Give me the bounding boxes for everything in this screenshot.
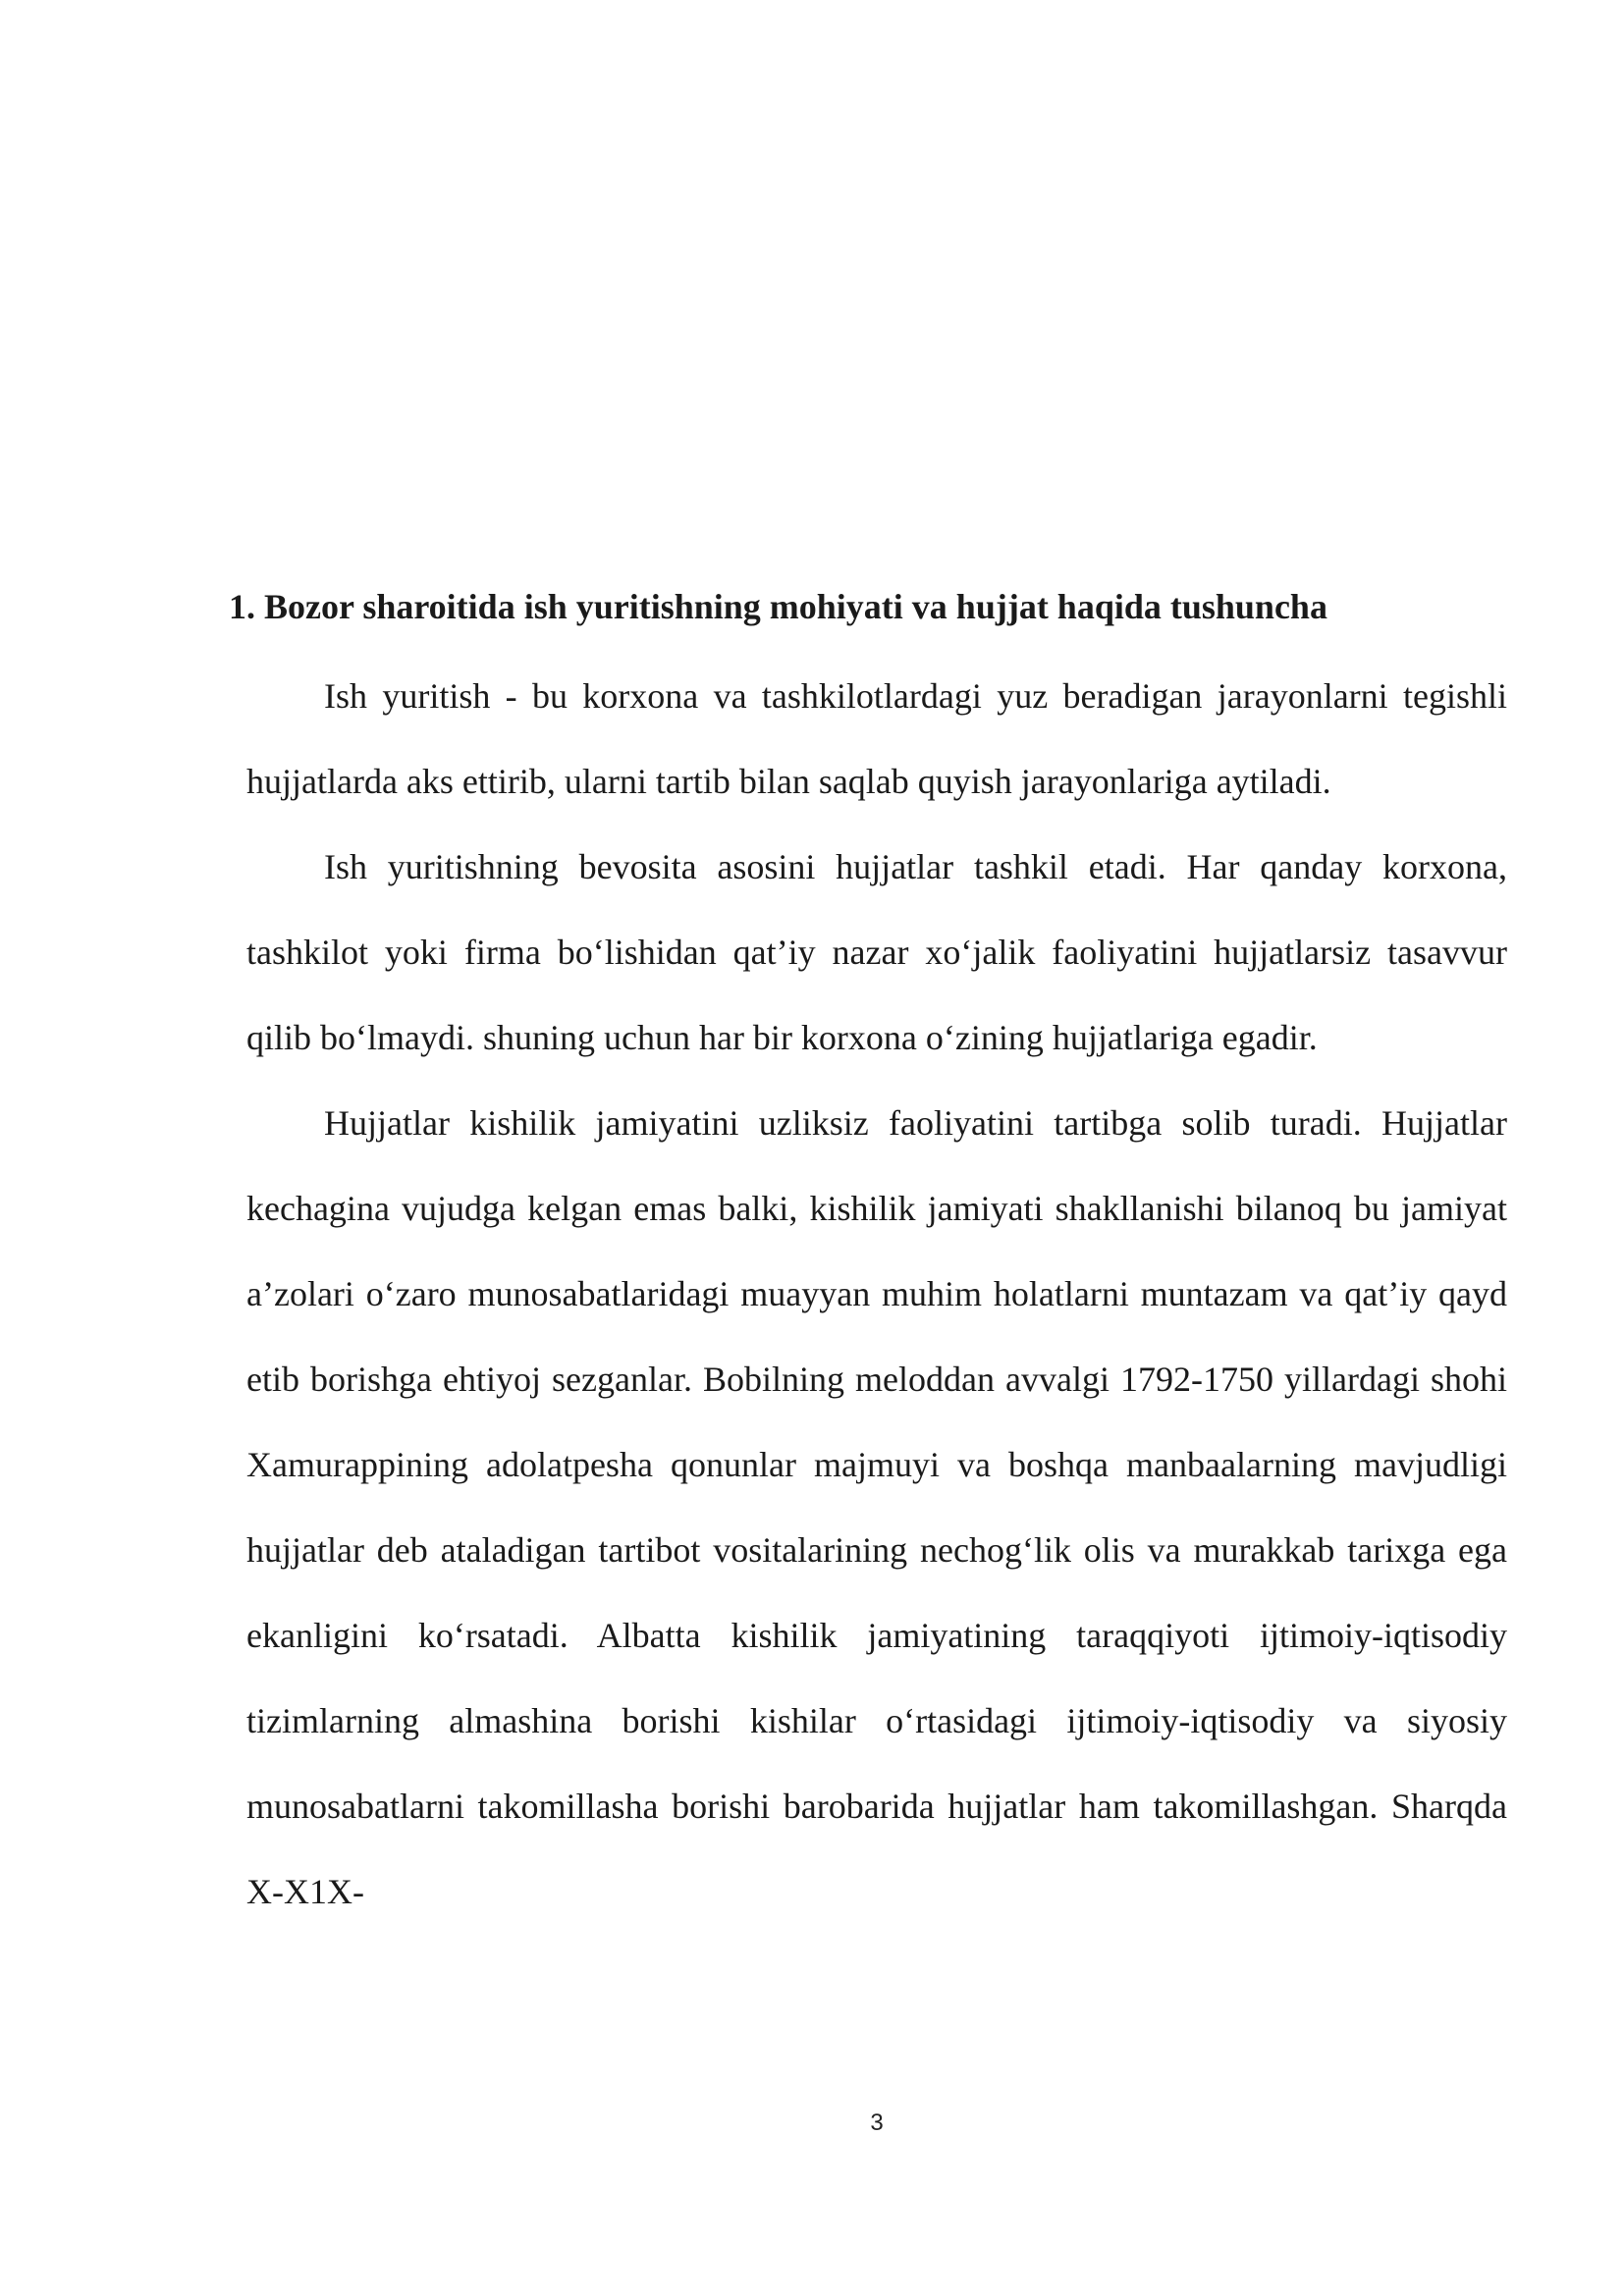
document-body	[246, 654, 1507, 1935]
page-number: 3	[870, 2109, 884, 2136]
section-heading: 1. Bozor sharoitida ish yuritishning mohiyati va hujjat haqida tushuncha	[229, 587, 1327, 626]
paragraph-basis: Ish yuritishning bevosita asosini hujjatlar tashkil etadi. Har qanday korxona, tashkilot yoki firma bo‘lishidan qat’iy nazar xo‘jalik faoliyatini hujjatlarsiz tasavvur qilib bo‘lmaydi. shuning uchun har bir korxona o‘zining hujjatlariga egadir.	[246, 847, 1507, 1057]
paragraph-history: Hujjatlar kishilik jamiyatini uzliksiz faoliyatini tartibga solib turadi. Hujjatlar kechagina vujudga kelgan emas balki, kishilik jamiyati shakllanishi bilanoq bu jamiyat a’zolari o‘zaro munosabatlaridagi muayyan muhim holatlarni muntazam va qat’iy qayd etib borishga ehtiyoj sezganlar. Bobilning meloddan avvalgi 1792-1750 yillardagi shohi Xamurappining adolatpesha qonunlar majmuyi va boshqa manbaalarning mavjudligi hujjatlar deb ataladigan tartibot vositalarining nechog‘lik olis va murakkab tarixga ega ekanligini ko‘rsatadi. Albatta kishilik jamiyatining taraqqiyoti ijtimoiy-iqtisodiy tizimlarning almashina borishi kishilar o‘rtasidagi ijtimoiy-iqtisodiy va siyosiy munosabatlarni takomillasha borishi barobarida hujjatlar ham takomillashgan. Sharqda X-X1X-	[246, 1103, 1507, 1911]
paragraph-definition: Ish yuritish - bu korxona va tashkilotlardagi yuz beradigan jarayonlarni tegishli hujjatlarda aks ettirib, ularni tartib bilan saqlab quyish jarayonlariga aytiladi.	[246, 676, 1507, 801]
